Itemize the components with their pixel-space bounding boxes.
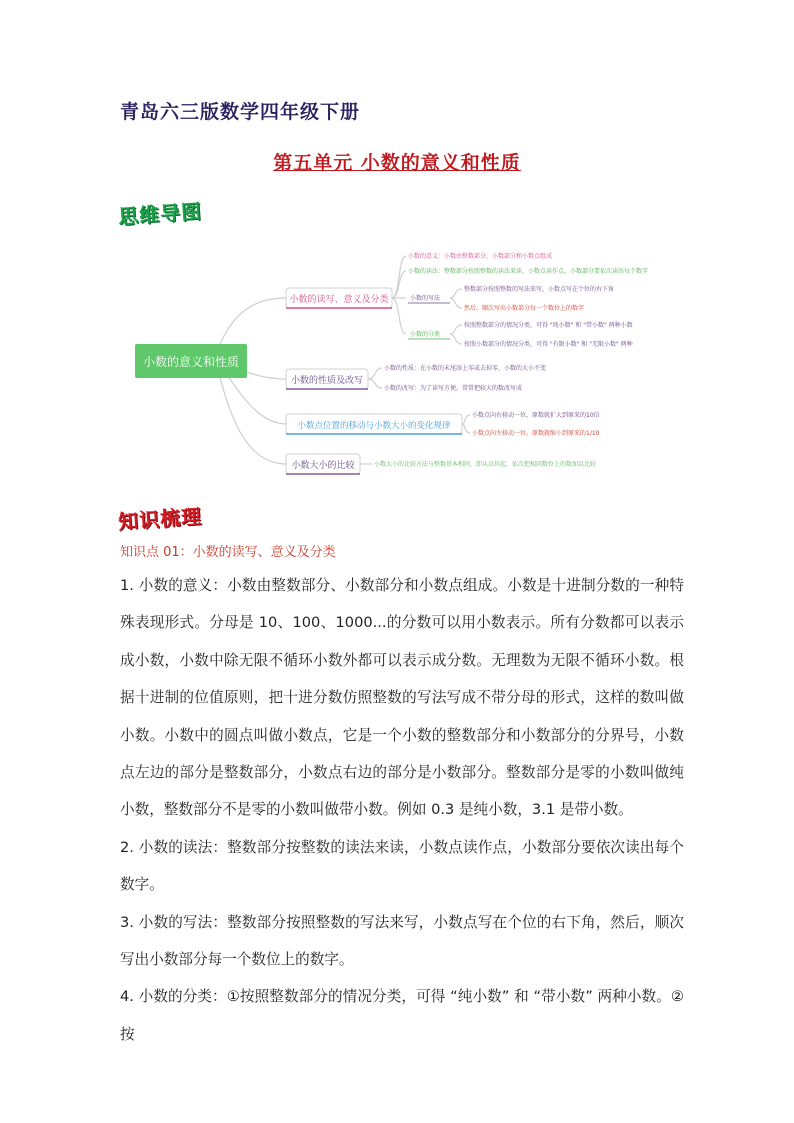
document-title: 青岛六三版数学四年级下册 <box>120 101 361 123</box>
mindmap-b1-reading: 小数的读法：整数部分按照整数的读法来读，小数点读作点，小数部分要依次读出每个数字 <box>408 268 649 275</box>
mindmap-b1-class-label: 小数的分类 <box>410 331 441 338</box>
mindmap-b2-rewrite: 小数的改写：为了读写方便，常常把较大的数改写成 <box>384 385 523 392</box>
mindmap-branch-4-label: 小数大小的比较 <box>291 461 355 471</box>
mindmap-b1-meaning: 小数的意义：小数由整数部分、小数部分和小数点组成 <box>408 253 553 260</box>
mindmap-b4-compare: 小数大小的比较方法与整数基本相同，即从高位起，依次把相同数位上的数加以比较 <box>374 461 597 468</box>
mindmap-branch-3-label: 小数点位置的移动与小数大小的变化规律 <box>297 421 451 431</box>
mindmap-b1-writing-2: 然后，顺次写出小数部分每一个数位上的数字 <box>464 305 585 312</box>
mindmap-b3-right: 小数点向右移动一位，原数就扩大到原来的10倍 <box>472 412 600 419</box>
mindmap-branch-2-label: 小数的性质及改写 <box>290 376 364 386</box>
mindmap-branch-1-label: 小数的读写、意义及分类 <box>289 295 389 305</box>
mindmap-b2-nature: 小数的性质：在小数的末尾添上零或去掉零，小数的大小不变 <box>384 365 547 372</box>
mindmap-b1-writing-1: 整数部分按照整数的写法来写，小数点写在个位的右下角 <box>464 286 615 293</box>
paragraph-writing: 3. 小数的写法：整数部分按照整数的写法来写，小数点写在个位的右下角，然后，顺次写出小数部分每一个数位上的数字。 <box>120 913 684 969</box>
unit-title: 第五单元 小数的意义和性质 <box>273 152 521 174</box>
knowledge-banner: 知识梳理 <box>117 504 203 534</box>
mindmap-b1-class-1: 按照整数部分的情况分类，可得 "纯小数" 和 "带小数" 两种小数 <box>464 322 633 329</box>
paragraph-classification: 4. 小数的分类：①按照整数部分的情况分类，可得 “纯小数” 和 “带小数” 两种小数。②按 <box>120 988 684 1043</box>
mindmap-root-label: 小数的意义和性质 <box>142 355 240 369</box>
paragraph-meaning: 1. 小数的意义：小数由整数部分、小数部分和小数点组成。小数是十进制分数的一种特殊表现形式。分母是 10、100、1000...的分数可以用小数表示。所有分数都可以表示成小数，小数中除无限不循环小数外都可以表示成分数。无理数为无限不循环小数。根据十进制的位值原则，把十进分数仿照整数的写法写成不带分母的形式，这样的数叫做小数。小数中的圆点叫做小数点，它是一个小数的整数部分和小数部分的分界号，小数点左边的部分是整数部分，小数点右边的部分是小数部分。整数部分是零的小数叫做纯小数，整数部分不是零的小数叫做带小数。例如 0.3 是纯小数，3.1 是带小数。 <box>120 577 684 819</box>
mindmap-b3-left: 小数点向左移动一位，原数就缩小到原来的1/10 <box>472 430 600 437</box>
mindmap-banner: 思维导图 <box>117 199 203 229</box>
mindmap-b1-class-2: 按照小数部分的情况分类，可得 "有限小数" 和 "无限小数" 两种 <box>464 341 633 348</box>
knowledge-body <box>120 567 684 1053</box>
unit-title-wrap <box>0 148 794 175</box>
knowledge-point-title: 知识点 01：小数的读写、意义及分类 <box>120 545 336 560</box>
mindmap-diagram <box>120 236 700 486</box>
paragraph-reading: 2. 小数的读法：整数部分按整数的读法来读，小数点读作点，小数部分要依次读出每个数字。 <box>120 838 684 894</box>
mindmap-b1-writing-label: 小数的写法 <box>410 295 441 302</box>
